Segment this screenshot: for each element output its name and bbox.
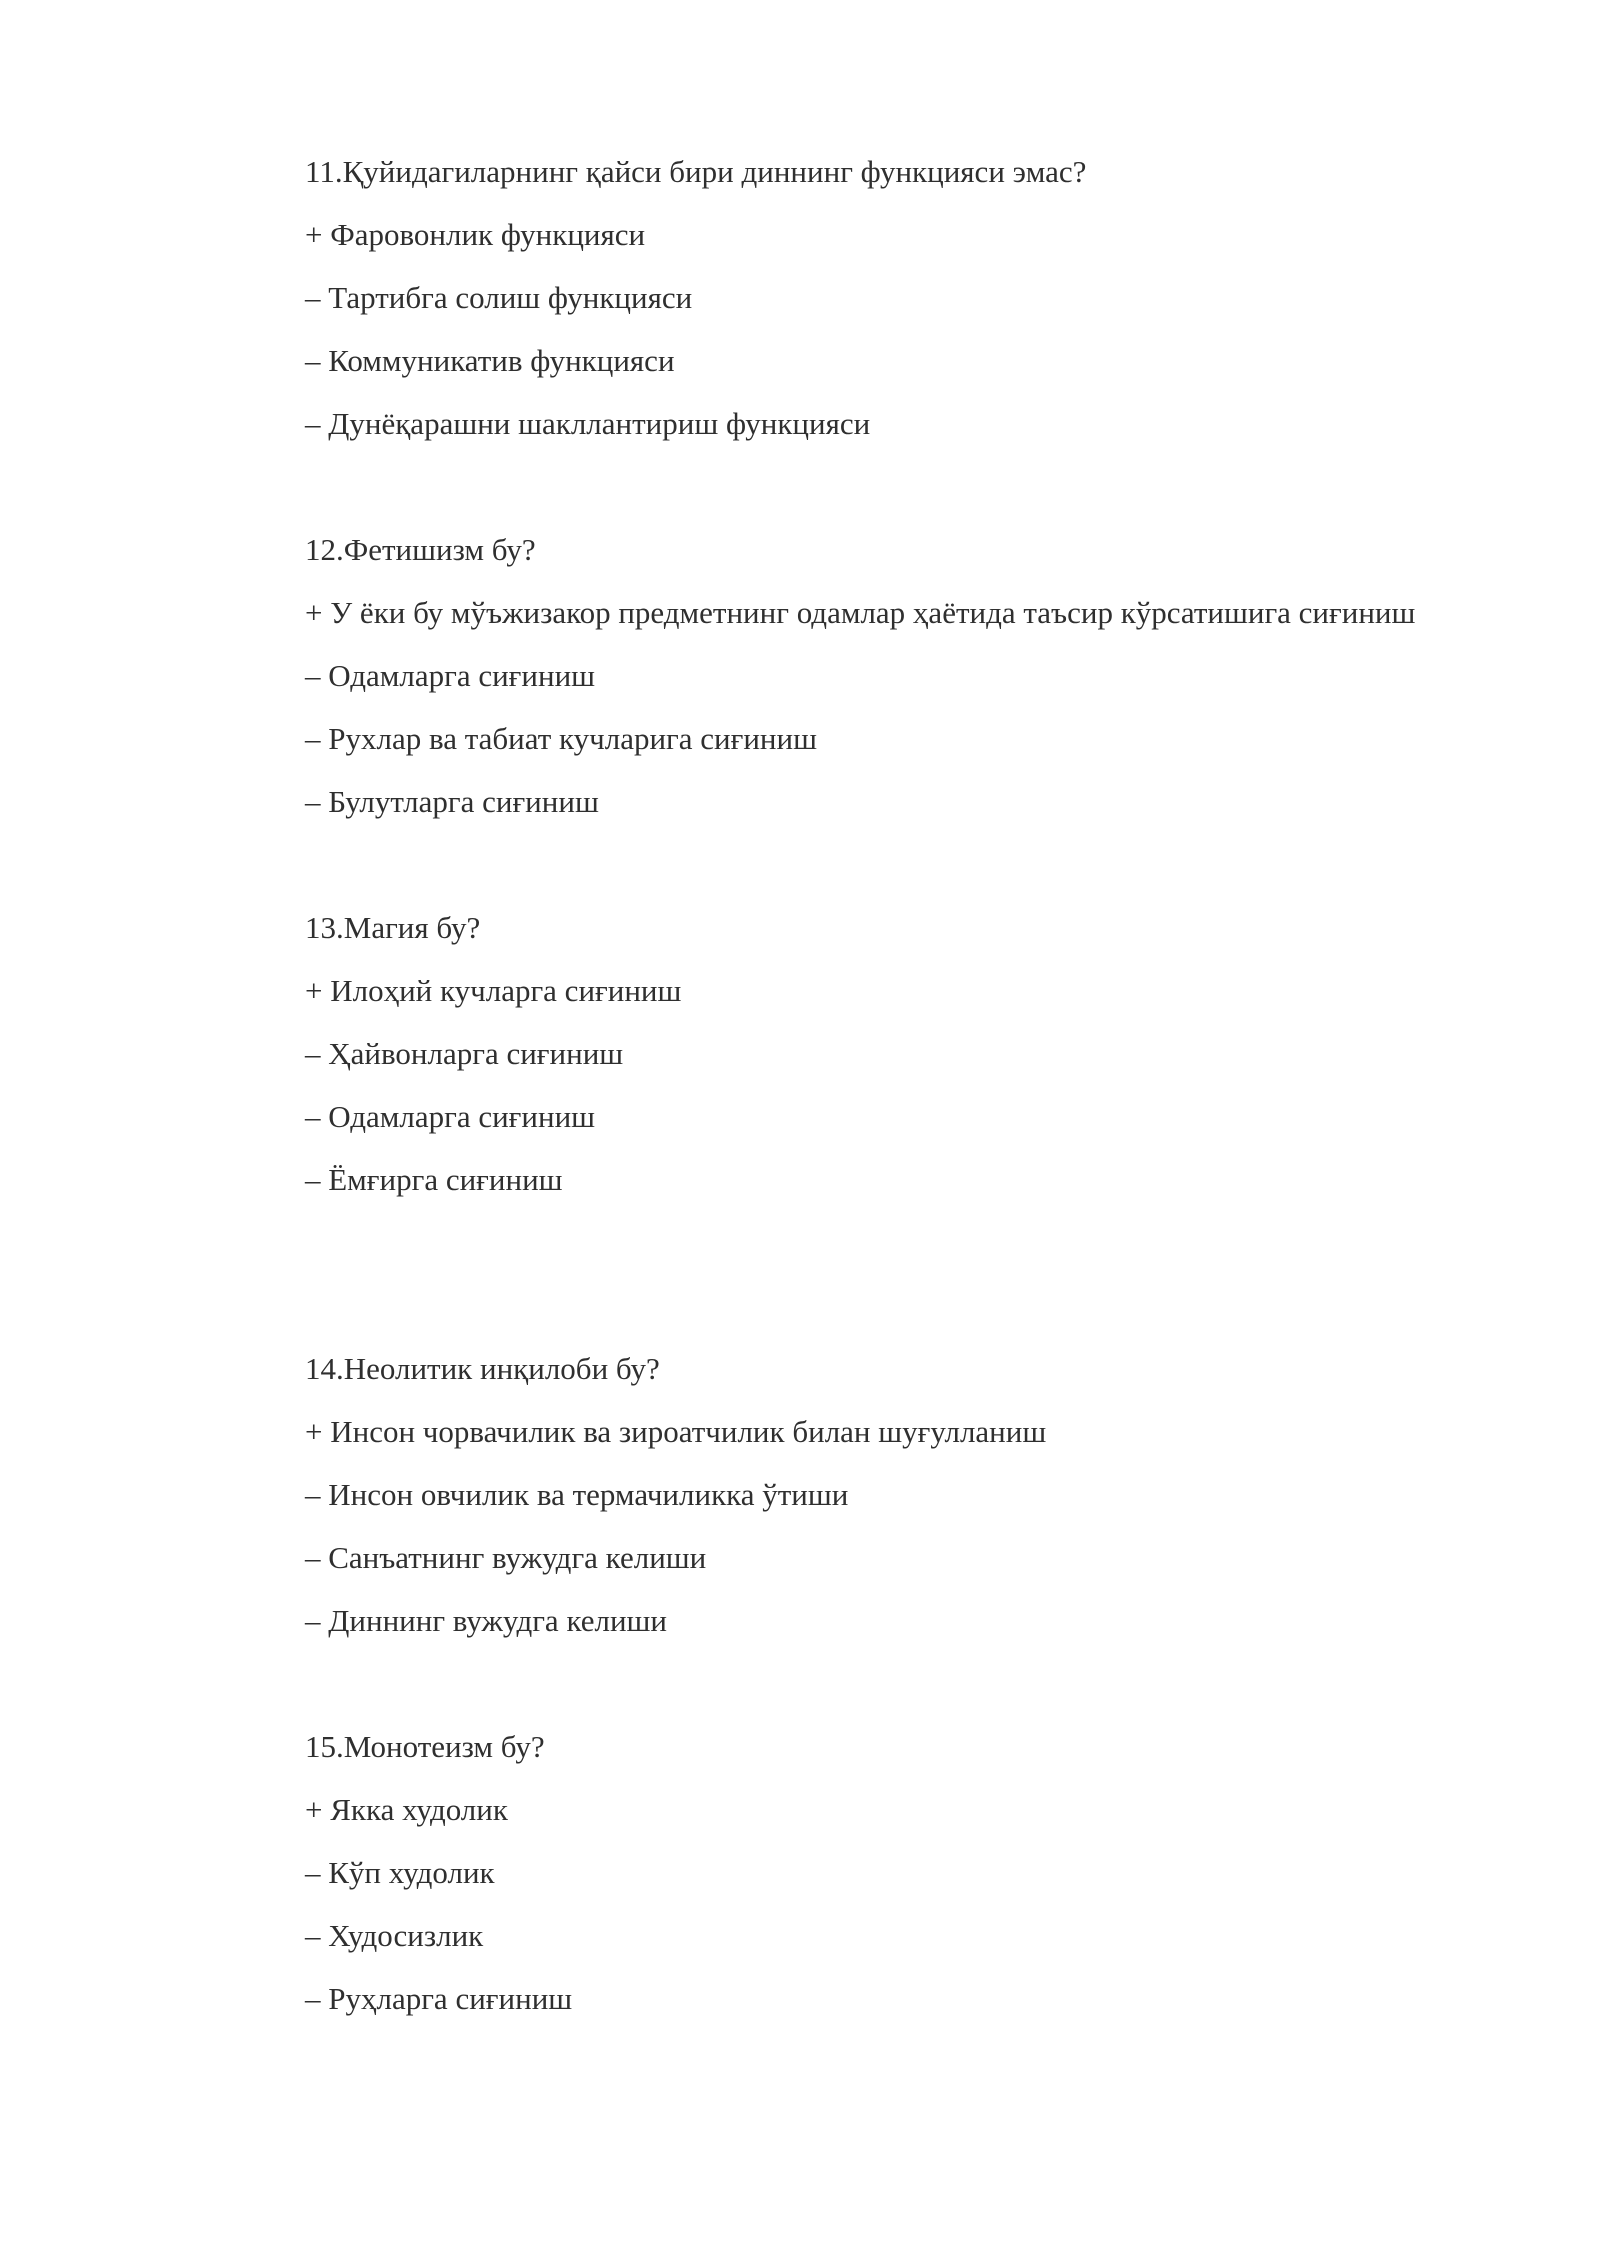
question-13-option-3: – Одамларга сиғиниш [305, 1099, 596, 1134]
question-12-option-2: – Одамларга сиғиниш [305, 658, 596, 693]
question-11-option-4: – Дунёқарашни шакллантириш функцияси [305, 406, 871, 441]
question-11-text: 11.Қуйидагиларнинг қайси бири диннинг функцияси эмас? [305, 154, 1087, 189]
question-12-option-1: + У ёки бу мўъжизакор предметнинг одамлар ҳаётида таъсир кўрсатишига сиғиниш [305, 595, 1416, 630]
question-14-option-2: – Инсон овчилик ва термачиликка ўтиши [305, 1477, 849, 1512]
question-15-text: 15.Монотеизм бу? [305, 1729, 545, 1764]
question-15-option-4: – Руҳларга сиғиниш [305, 1981, 573, 2016]
question-14-option-3: – Санъатнинг вужудга келиши [305, 1540, 707, 1575]
question-13-option-4: – Ёмғирга сиғиниш [305, 1162, 563, 1197]
question-11-option-1: + Фаровонлик функцияси [305, 217, 646, 252]
question-13-option-2: – Ҳайвонларга сиғиниш [305, 1036, 624, 1071]
question-15-option-3: – Худосизлик [305, 1918, 484, 1953]
question-11-option-2: – Тартибга солиш функцияси [305, 280, 693, 315]
question-14-text: 14.Неолитик инқилоби бу? [305, 1351, 660, 1386]
question-15-option-1: + Якка худолик [305, 1792, 508, 1827]
question-12-option-3: – Рухлар ва табиат кучларига сиғиниш [305, 721, 817, 756]
question-15-option-2: – Кўп худолик [305, 1855, 495, 1890]
question-13-option-1: + Илоҳий кучларга сиғиниш [305, 973, 682, 1008]
question-13-text: 13.Магия бу? [305, 910, 481, 945]
question-12-text: 12.Фетишизм бу? [305, 532, 536, 567]
question-14-option-4: – Диннинг вужудга келиши [305, 1603, 668, 1638]
question-11-option-3: – Коммуникатив функцияси [305, 343, 675, 378]
question-14-option-1: + Инсон чорвачилик ва зироатчилик билан шуғулланиш [305, 1414, 1047, 1449]
question-12-option-4: – Булутларга сиғиниш [305, 784, 599, 819]
